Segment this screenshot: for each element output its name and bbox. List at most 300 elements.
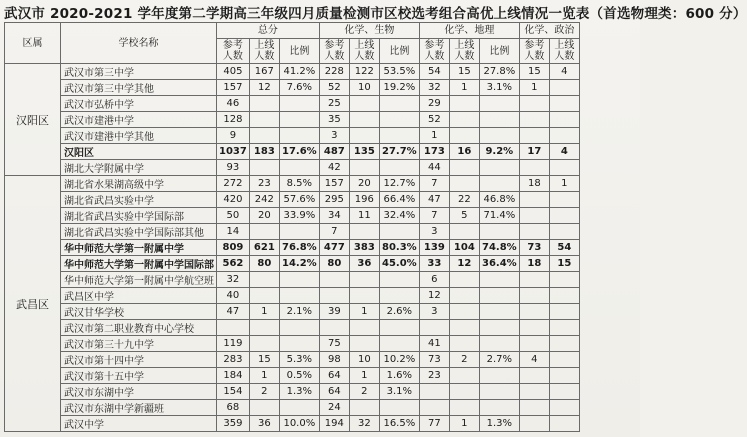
value-cell: 10 [349,352,379,368]
value-cell [419,384,449,400]
value-cell: 52 [319,80,349,96]
value-cell: 41 [419,336,449,352]
value-cell [279,224,319,240]
value-cell: 228 [319,64,349,80]
value-cell [479,368,519,384]
value-cell: 29 [419,96,449,112]
value-cell: 15 [249,352,279,368]
value-cell: 383 [349,240,379,256]
value-cell [479,224,519,240]
value-cell [279,272,319,288]
value-cell: 272 [217,176,250,192]
value-cell [519,128,549,144]
value-cell: 16 [449,144,479,160]
value-cell [279,288,319,304]
table-row [5,96,580,112]
value-cell [519,384,549,400]
table-header [5,23,580,64]
value-cell [379,288,419,304]
value-cell [249,320,279,336]
value-cell: 40 [217,288,250,304]
value-cell: 39 [319,304,349,320]
value-cell: 139 [419,240,449,256]
value-cell: 242 [249,192,279,208]
value-cell: 1.6% [379,368,419,384]
school-name-cell: 武汉市建港中学其他 [61,128,217,144]
table-row [5,144,580,160]
school-name-cell: 武汉市东湖中学 [61,384,217,400]
header-group-chem-geo: 化学、地理 [419,23,519,39]
value-cell [249,96,279,112]
value-cell [379,336,419,352]
value-cell: 3 [319,128,349,144]
value-cell: 184 [217,368,250,384]
value-cell: 7.6% [279,80,319,96]
value-cell [319,272,349,288]
value-cell: 4 [519,352,549,368]
value-cell [549,208,579,224]
value-cell: 1 [449,416,479,432]
value-cell [249,224,279,240]
value-cell [449,336,479,352]
value-cell [449,112,479,128]
value-cell: 2 [249,384,279,400]
value-cell: 0.5% [279,368,319,384]
value-cell [279,112,319,128]
value-cell: 2.6% [379,304,419,320]
value-cell: 122 [349,64,379,80]
value-cell: 52 [419,112,449,128]
value-cell [549,416,579,432]
value-cell [519,336,549,352]
value-cell [549,112,579,128]
table-row [5,304,580,320]
school-name-cell: 武汉市第十五中学 [61,368,217,384]
value-cell: 27.7% [379,144,419,160]
value-cell: 54 [419,64,449,80]
value-cell: 47 [419,192,449,208]
value-cell [479,128,519,144]
value-cell: 809 [217,240,250,256]
value-cell [519,304,549,320]
value-cell: 12 [449,256,479,272]
value-cell: 359 [217,416,250,432]
table-row [5,288,580,304]
value-cell: 119 [217,336,250,352]
value-cell [519,96,549,112]
table-row [5,240,580,256]
value-cell: 3 [419,224,449,240]
value-cell [249,112,279,128]
header-district: 区属 [5,23,61,64]
value-cell: 15 [449,64,479,80]
table-row [5,320,580,336]
school-name-cell: 武汉市第三十九中学 [61,336,217,352]
value-cell [249,400,279,416]
value-cell: 33.9% [279,208,319,224]
value-cell: 196 [349,192,379,208]
table-row [5,176,580,192]
value-cell [519,288,549,304]
value-cell [379,96,419,112]
value-cell: 80 [319,256,349,272]
value-cell [349,96,379,112]
value-cell: 7 [419,176,449,192]
value-cell [279,128,319,144]
value-cell [249,336,279,352]
value-cell: 32 [217,272,250,288]
value-cell [449,224,479,240]
value-cell: 54 [549,240,579,256]
value-cell [549,128,579,144]
value-cell: 71.4% [479,208,519,224]
value-cell: 22 [449,192,479,208]
value-cell: 8.5% [279,176,319,192]
school-name-cell: 湖北大学附属中学 [61,160,217,176]
value-cell: 9.2% [479,144,519,160]
value-cell: 1 [349,368,379,384]
value-cell [379,128,419,144]
value-cell: 35 [319,112,349,128]
value-cell: 32.4% [379,208,419,224]
value-cell: 15 [549,256,579,272]
value-cell [279,160,319,176]
value-cell [319,288,349,304]
value-cell: 16.5% [379,416,419,432]
value-cell [549,96,579,112]
header-sub: 参考人数 [217,39,250,64]
value-cell: 34 [319,208,349,224]
value-cell [549,304,579,320]
header-sub: 比例 [379,39,419,64]
district-cell: 汉阳区 [5,64,61,176]
value-cell: 420 [217,192,250,208]
header-sub: 上线人数 [549,39,579,64]
district-cell: 武昌区 [5,176,61,432]
value-cell: 3.1% [379,384,419,400]
value-cell: 76.8% [279,240,319,256]
value-cell [549,320,579,336]
value-cell: 1 [419,128,449,144]
header-sub: 上线人数 [449,39,479,64]
value-cell [379,112,419,128]
value-cell [549,368,579,384]
value-cell [549,80,579,96]
header-sub: 参考人数 [319,39,349,64]
value-cell [249,160,279,176]
school-name-cell: 武汉市第三中学其他 [61,80,217,96]
value-cell: 17 [519,144,549,160]
header-sub: 上线人数 [349,39,379,64]
value-cell [549,272,579,288]
value-cell [419,320,449,336]
table-row [5,336,580,352]
value-cell: 2.1% [279,304,319,320]
value-cell [449,400,479,416]
value-cell: 42 [319,160,349,176]
value-cell: 621 [249,240,279,256]
value-cell: 7 [319,224,349,240]
value-cell: 46.8% [479,192,519,208]
value-cell [449,368,479,384]
value-cell [249,272,279,288]
table-body [5,64,580,432]
value-cell [449,272,479,288]
school-name-cell: 华中师范大学第一附属中学国际部 [61,256,217,272]
value-cell: 41.2% [279,64,319,80]
value-cell [519,320,549,336]
school-name-cell: 武汉市第二职业教育中心学校 [61,320,217,336]
value-cell: 77 [419,416,449,432]
value-cell [279,96,319,112]
value-cell: 1 [249,368,279,384]
value-cell: 66.4% [379,192,419,208]
value-cell [349,272,379,288]
school-name-cell: 武汉中学 [61,416,217,432]
school-name-cell: 湖北省水果湖高级中学 [61,176,217,192]
value-cell [549,400,579,416]
value-cell [479,320,519,336]
value-cell [519,272,549,288]
school-name-cell: 武汉市第十四中学 [61,352,217,368]
value-cell: 80.3% [379,240,419,256]
value-cell [379,320,419,336]
value-cell: 14.2% [279,256,319,272]
value-cell: 18 [519,256,549,272]
value-cell: 20 [249,208,279,224]
value-cell: 24 [319,400,349,416]
value-cell [519,400,549,416]
value-cell [479,176,519,192]
results-table [4,22,580,432]
table-row [5,400,580,416]
value-cell: 27.8% [479,64,519,80]
value-cell [379,272,419,288]
value-cell: 183 [249,144,279,160]
value-cell: 47 [217,304,250,320]
value-cell [349,400,379,416]
value-cell: 1.3% [479,416,519,432]
header-school: 学校名称 [61,23,217,64]
value-cell: 135 [349,144,379,160]
value-cell [479,304,519,320]
table-row [5,192,580,208]
value-cell [549,160,579,176]
school-name-cell: 汉阳区 [61,144,217,160]
value-cell [549,192,579,208]
value-cell: 1.3% [279,384,319,400]
value-cell [449,96,479,112]
value-cell [379,160,419,176]
value-cell: 93 [217,160,250,176]
table-row [5,352,580,368]
value-cell [349,224,379,240]
school-name-cell: 武汉市东湖中学新疆班 [61,400,217,416]
value-cell [479,336,519,352]
value-cell [349,336,379,352]
value-cell [449,304,479,320]
value-cell: 10.0% [279,416,319,432]
table-row [5,368,580,384]
value-cell [519,416,549,432]
value-cell [249,128,279,144]
value-cell [419,400,449,416]
value-cell [319,320,349,336]
value-cell: 194 [319,416,349,432]
value-cell [519,368,549,384]
value-cell: 32 [349,416,379,432]
value-cell: 1 [519,80,549,96]
value-cell: 283 [217,352,250,368]
value-cell: 12 [419,288,449,304]
value-cell [349,288,379,304]
school-name-cell: 湖北省武昌实验中学国际部其他 [61,224,217,240]
value-cell: 73 [419,352,449,368]
value-cell: 157 [319,176,349,192]
value-cell [519,224,549,240]
header-sub: 参考人数 [419,39,449,64]
value-cell: 36.4% [479,256,519,272]
value-cell [249,288,279,304]
value-cell: 75 [319,336,349,352]
value-cell [449,384,479,400]
school-name-cell: 华中师范大学第一附属中学航空班 [61,272,217,288]
table-row [5,112,580,128]
value-cell: 74.8% [479,240,519,256]
value-cell: 14 [217,224,250,240]
value-cell: 68 [217,400,250,416]
value-cell [549,384,579,400]
table-row [5,256,580,272]
value-cell: 5.3% [279,352,319,368]
value-cell: 57.6% [279,192,319,208]
value-cell: 128 [217,112,250,128]
value-cell: 1037 [217,144,250,160]
table-row [5,272,580,288]
value-cell [519,160,549,176]
header-group-total: 总分 [217,23,320,39]
value-cell: 33 [419,256,449,272]
value-cell [449,288,479,304]
value-cell: 44 [419,160,449,176]
value-cell [479,384,519,400]
school-name-cell: 武汉市第三中学 [61,64,217,80]
value-cell [349,128,379,144]
table-row [5,128,580,144]
value-cell [217,320,250,336]
value-cell: 23 [419,368,449,384]
school-name-cell: 武汉市建港中学 [61,112,217,128]
value-cell: 1 [349,304,379,320]
value-cell: 3.1% [479,80,519,96]
value-cell: 2.7% [479,352,519,368]
header-sub: 比例 [279,39,319,64]
value-cell [349,320,379,336]
value-cell [519,112,549,128]
page-title: 武汉市 2020-2021 学年度第二学期高三年级四月质量检测市区校选考组合高优上线情况一览表（首选物理类：600 分） [4,6,747,22]
table-row [5,416,580,432]
table-row [5,160,580,176]
value-cell: 20 [349,176,379,192]
value-cell: 12.7% [379,176,419,192]
value-cell [449,320,479,336]
value-cell: 10.2% [379,352,419,368]
value-cell: 36 [249,416,279,432]
value-cell [549,352,579,368]
table-row [5,384,580,400]
value-cell [549,224,579,240]
value-cell: 154 [217,384,250,400]
school-name-cell: 武昌区中学 [61,288,217,304]
value-cell [479,288,519,304]
value-cell: 2 [449,352,479,368]
value-cell: 45.0% [379,256,419,272]
table-row [5,64,580,80]
header-group-chem-pol: 化学、政治 [519,23,579,39]
value-cell: 17.6% [279,144,319,160]
value-cell: 15 [519,64,549,80]
table-row [5,224,580,240]
value-cell: 10 [349,80,379,96]
header-sub: 比例 [479,39,519,64]
value-cell: 1 [449,80,479,96]
value-cell: 64 [319,368,349,384]
value-cell: 562 [217,256,250,272]
value-cell [379,400,419,416]
value-cell: 36 [349,256,379,272]
value-cell: 98 [319,352,349,368]
header-sub: 上线人数 [249,39,279,64]
value-cell: 7 [419,208,449,224]
value-cell [479,96,519,112]
table-row [5,208,580,224]
value-cell: 1 [249,304,279,320]
table-row [5,80,580,96]
value-cell: 157 [217,80,250,96]
value-cell [349,160,379,176]
value-cell: 12 [249,80,279,96]
value-cell [279,320,319,336]
value-cell [449,176,479,192]
value-cell: 167 [249,64,279,80]
value-cell: 64 [319,384,349,400]
value-cell [279,400,319,416]
school-name-cell: 湖北省武昌实验中学国际部 [61,208,217,224]
value-cell: 4 [549,64,579,80]
header-group-chem-bio: 化学、生物 [319,23,419,39]
value-cell: 104 [449,240,479,256]
value-cell: 4 [549,144,579,160]
school-name-cell: 武汉甘华学校 [61,304,217,320]
value-cell: 11 [349,208,379,224]
value-cell: 477 [319,240,349,256]
value-cell [549,288,579,304]
value-cell: 173 [419,144,449,160]
value-cell: 73 [519,240,549,256]
value-cell: 487 [319,144,349,160]
value-cell [479,160,519,176]
value-cell: 80 [249,256,279,272]
value-cell [519,208,549,224]
value-cell: 53.5% [379,64,419,80]
value-cell [349,112,379,128]
value-cell: 295 [319,192,349,208]
value-cell: 1 [549,176,579,192]
value-cell [449,128,479,144]
school-name-cell: 湖北省武昌实验中学 [61,192,217,208]
value-cell [479,112,519,128]
value-cell [549,336,579,352]
